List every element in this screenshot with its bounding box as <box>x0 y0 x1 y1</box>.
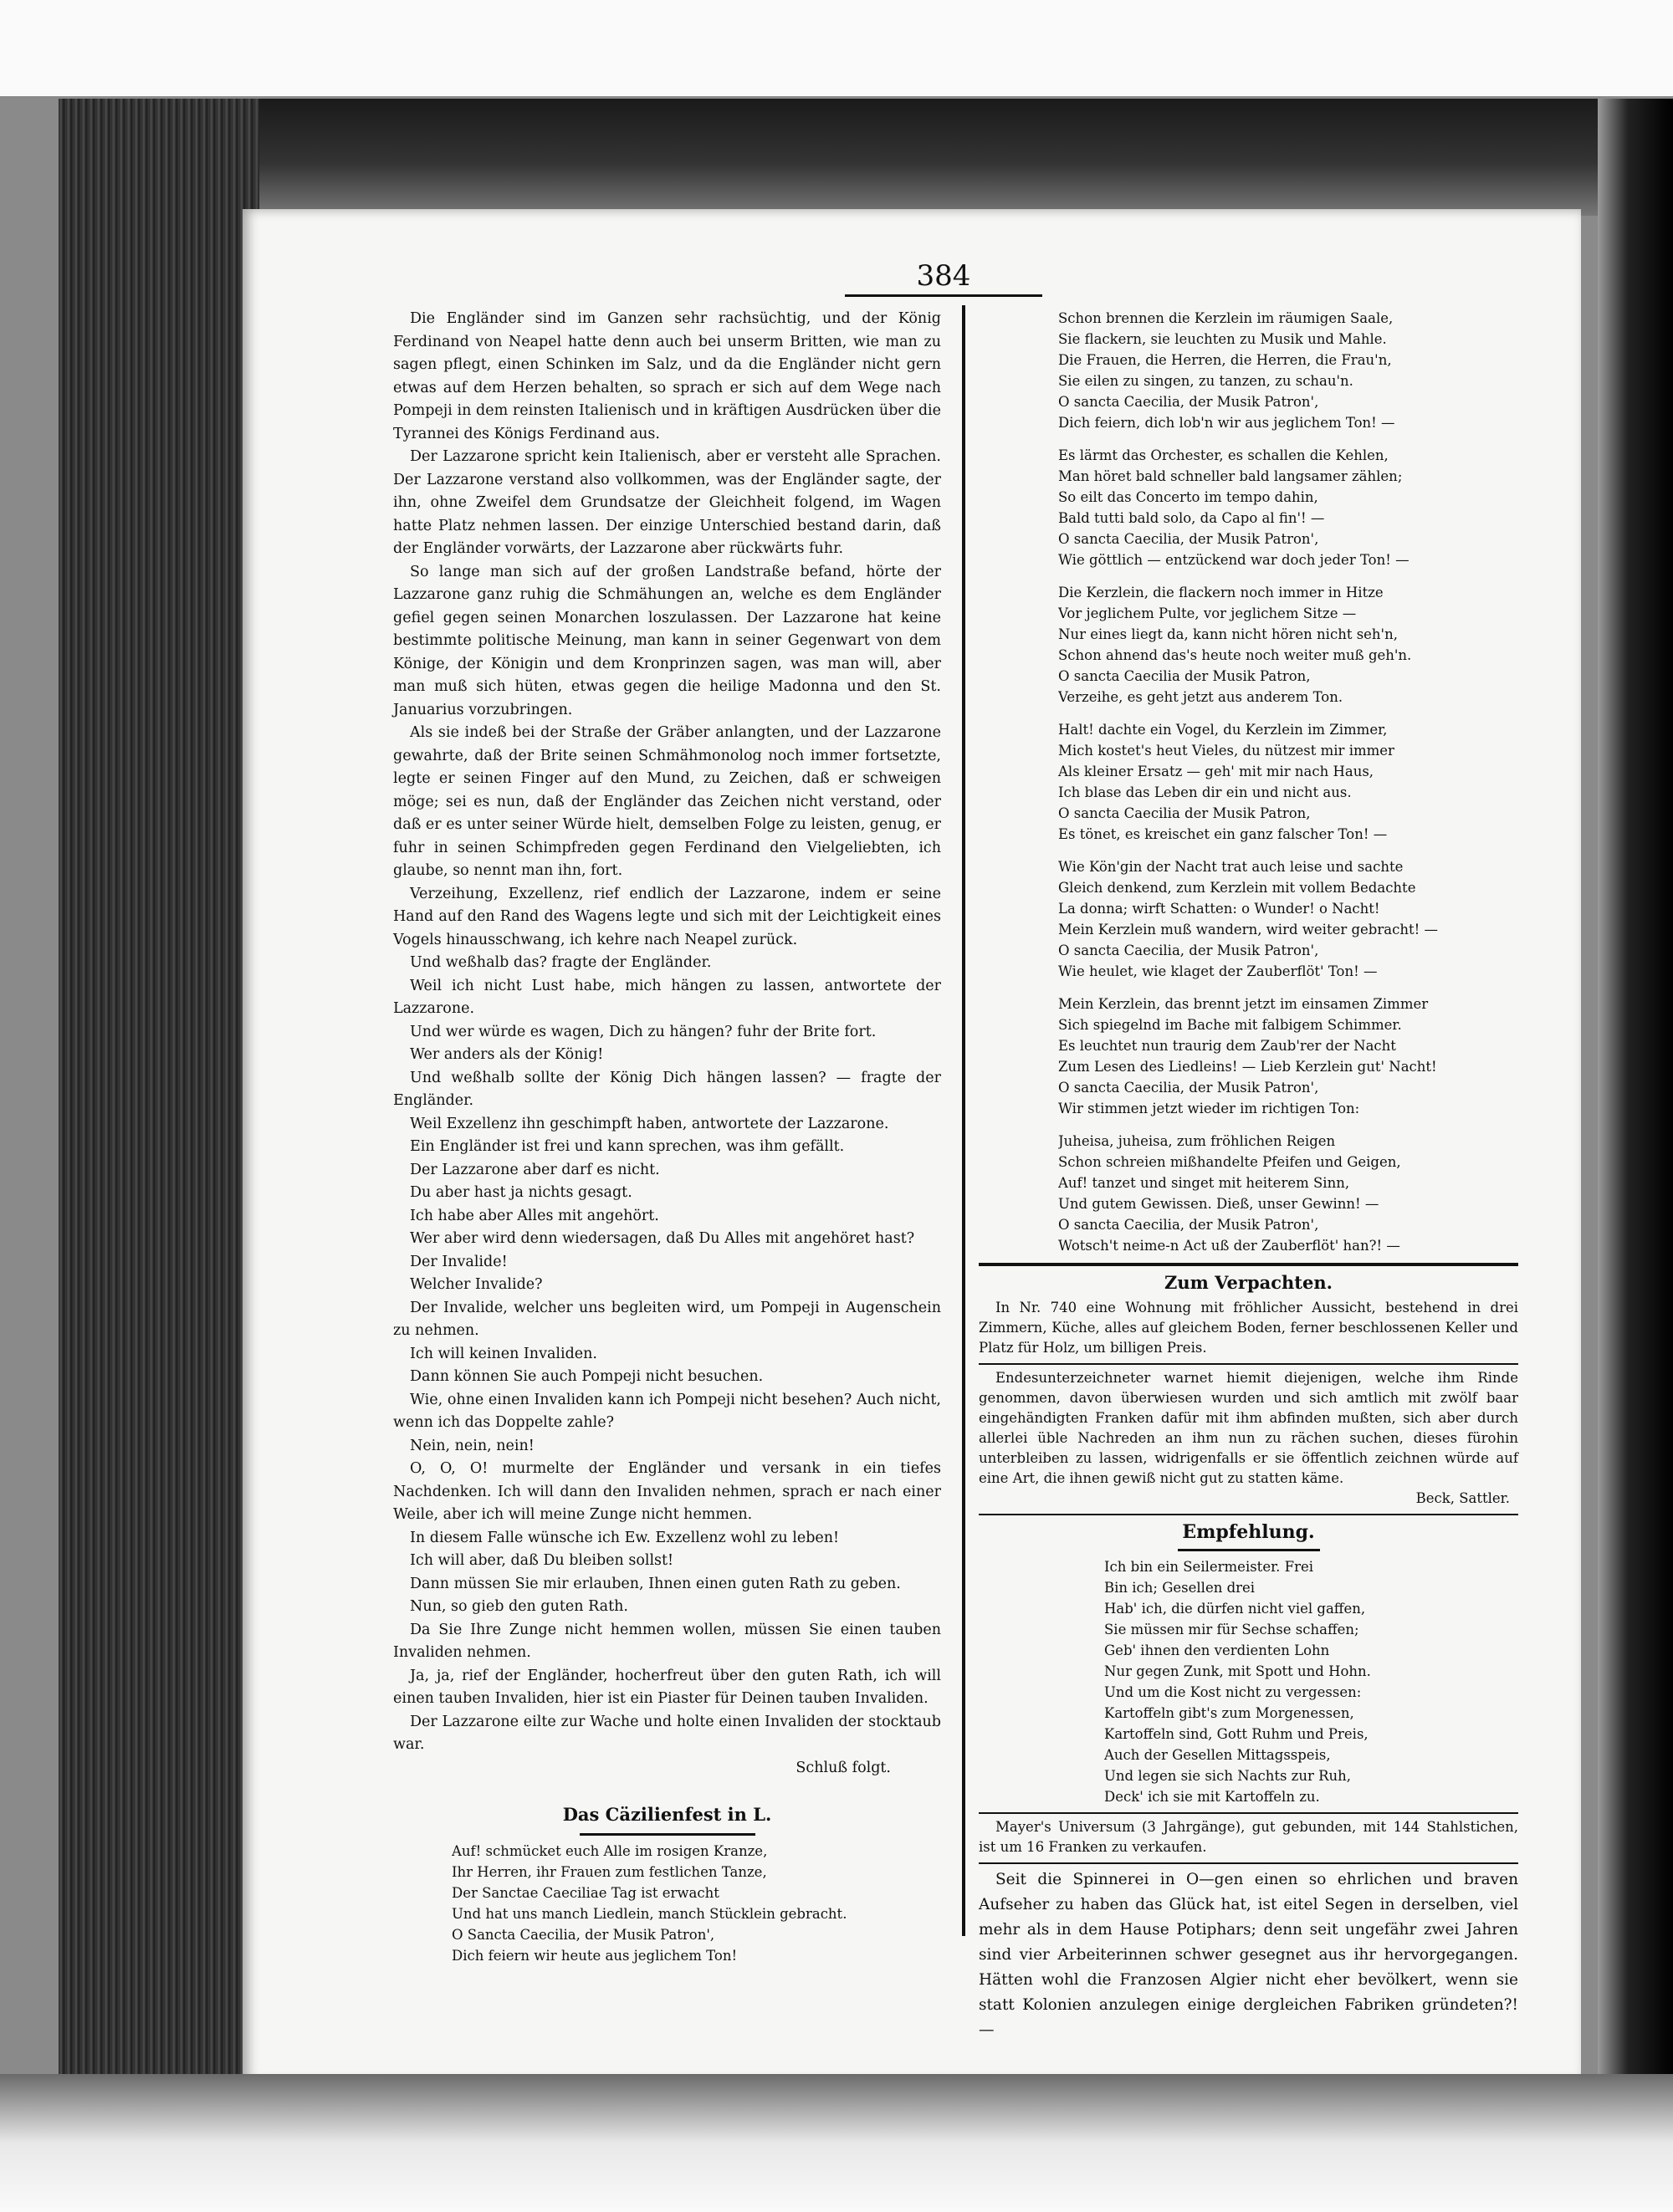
poem-line: Sich spiegelnd im Bache mit falbigem Schimmer. <box>1058 1017 1402 1033</box>
story-paragraph: Ich will aber, daß Du bleiben sollst! <box>410 1552 674 1569</box>
book-top-shadow <box>59 99 1606 216</box>
story-paragraph: Nein, nein, nein! <box>410 1437 535 1454</box>
book-right-edge <box>1598 99 1673 2206</box>
recommend-title: Empfehlung. <box>1182 1521 1315 1543</box>
story-paragraph: Verzeihung, Exzellenz, rief endlich der Lazzarone, indem er seine Hand auf den Rand des Wagens legte und sich mit der Leichtigkeit eines Vogels hinausschwang, ich kehre nach Neapel zurück. <box>393 885 941 948</box>
poem-line: Mein Kerzlein, das brennt jetzt im einsamen Zimmer <box>1058 996 1429 1012</box>
poem-line: O sancta Caecilia, der Musik Patron', <box>1058 1217 1319 1233</box>
story-paragraph: Der Invalide! <box>410 1253 508 1270</box>
poem-line: Halt! dachte ein Vogel, du Kerzlein im Zimmer, <box>1058 722 1388 738</box>
poem-title-rule <box>580 1833 755 1836</box>
poem-line: La donna; wirft Schatten: o Wunder! o Nacht! <box>1058 901 1380 917</box>
poem-line: Die Frauen, die Herren, die Herren, die Frau'n, <box>1058 352 1392 368</box>
poem-line: Mein Kerzlein muß wandern, wird weiter gebracht! — <box>1058 922 1438 937</box>
poem-line: Mich kostet's heut Vieles, du nützest mir immer <box>1058 743 1394 759</box>
poem-line: Wie heulet, wie klaget der Zauberflöt' Ton! — <box>1058 963 1378 979</box>
verse-line: Ich bin ein Seilermeister. Frei <box>1104 1559 1314 1575</box>
poem-line: Schon brennen die Kerzlein im räumigen Saale, <box>1058 310 1394 326</box>
left-column <box>393 308 941 1978</box>
story-paragraph: Ich habe aber Alles mit angehört. <box>410 1207 659 1224</box>
section-divider <box>979 1363 1518 1365</box>
poem-line: Ich blase das Leben dir ein und nicht aus. <box>1058 784 1352 800</box>
page-number-rule <box>845 294 1042 297</box>
story-paragraph: Da Sie Ihre Zunge nicht hemmen wollen, müssen Sie einen tauben Invaliden nehmen. <box>393 1621 941 1661</box>
poem-stanza-7 <box>979 1131 1518 1256</box>
continued-note: Schluß folgt. <box>796 1759 891 1776</box>
scan-top-margin <box>0 0 1673 96</box>
recommend-title-rule <box>1178 1549 1320 1551</box>
poem-line: Schon ahnend das's heute noch weiter muß geh'n. <box>1058 647 1412 663</box>
scan-bottom-margin <box>0 2074 1673 2212</box>
story-paragraph: Und wer würde es wagen, Dich zu hängen? fuhr der Brite fort. <box>410 1023 877 1040</box>
poem-line: Nur eines liegt da, kann nicht hören nicht seh'n, <box>1058 626 1398 642</box>
rent-notice: In Nr. 740 eine Wohnung mit fröhlicher Aussicht, bestehend in drei Zimmern, Küche, alles auf gleichem Boden, ferner beschlossenen Keller und Platz für Holz, um billigen Preis. <box>979 1300 1518 1356</box>
story-paragraph: O, O, O! murmelte der Engländer und versank in ein tiefes Nachdenken. Ich will dann den Invaliden nehmen, sprach er nach einer Weile, aber ich will meine Zunge nicht hemmen. <box>393 1460 941 1523</box>
sale-notice: Mayer's Universum (3 Jahrgänge), gut gebunden, mit 144 Stahlstichen, ist um 16 Franken zu verkaufen. <box>979 1819 1518 1855</box>
story-paragraph: Der Invalide, welcher uns begleiten wird, um Pompeji in Augenschein zu nehmen. <box>393 1299 941 1339</box>
poem-line: Ihr Herren, ihr Frauen zum festlichen Tanze, <box>452 1864 767 1880</box>
warning-signature: Beck, Sattler. <box>1415 1490 1510 1506</box>
story-paragraph: Wie, ohne einen Invaliden kann ich Pompeji nicht besehen? Auch nicht, wenn ich das Doppelte zahle? <box>393 1391 941 1431</box>
verse-line: Bin ich; Gesellen drei <box>1104 1580 1256 1596</box>
poem-line: Gleich denkend, zum Kerzlein mit vollem Bedachte <box>1058 880 1416 896</box>
poem-line: Vor jeglichem Pulte, vor jeglichem Sitze — <box>1058 605 1357 621</box>
story-paragraph: In diesem Falle wünsche ich Ew. Exzellenz wohl zu leben! <box>410 1529 840 1546</box>
poem-stanza-1 <box>979 308 1518 433</box>
story-paragraph: So lange man sich auf der großen Landstraße befand, hörte der Lazzarone ganz ruhig die Schmähungen an, welche es dem Engländer gefiel gegen seinen Monarchen loszulassen. Der Lazzarone hat keine bestimmte politische Meinung, man kann in seiner Gegenwart von dem Könige, der Königin und dem Kronprinzen sagen, was man will, aber man muß sich hüten, etwas gegen die heilige Madonna und den St. Januarius vorzubringen. <box>393 563 941 718</box>
section-divider <box>979 1263 1518 1266</box>
poem-line: O sancta Caecilia, der Musik Patron', <box>1058 531 1319 547</box>
story-paragraph: Dann können Sie auch Pompeji nicht besuchen. <box>410 1368 764 1385</box>
poem-line: Als kleiner Ersatz — geh' mit mir nach Haus, <box>1058 764 1374 779</box>
poem-line: Und hat uns manch Liedlein, manch Stücklein gebracht. <box>452 1906 847 1922</box>
warning-notice: Endesunterzeichneter warnet hiemit diejenigen, welche ihm Rinde genommen, davon überwiesen wurden und sich amtlich mit zwölf baar eingehändigten Franken dafür mit ihm abfinden mußten, sich aber durch allerlei üble Nachreden an ihm nun zu rächen suchen, dieses fürohin unterbleiben zu lassen, widrigenfalls er sie öffentlich zeichnen würde auf eine Art, die ihnen gewiß nicht gut zu statten käme. <box>979 1370 1518 1486</box>
poem-stanza-3 <box>979 582 1518 708</box>
verse-line: Und um die Kost nicht zu vergessen: <box>1104 1684 1362 1700</box>
verse-line: Auch der Gesellen Mittagsspeis, <box>1104 1747 1331 1763</box>
poem-line: Man höret bald schneller bald langsamer zählen; <box>1058 468 1403 484</box>
page-number: 384 <box>916 259 971 293</box>
poem-line: Wie göttlich — entzückend war doch jeder Ton! — <box>1058 552 1410 568</box>
poem-line: Zum Lesen des Liedleins! — Lieb Kerzlein gut' Nacht! <box>1058 1059 1437 1075</box>
section-divider <box>979 1812 1518 1814</box>
verse-line: Hab' ich, die dürfen nicht viel gaffen, <box>1104 1601 1366 1617</box>
section-divider <box>979 1514 1518 1515</box>
verse-line: Nur gegen Zunk, mit Spott und Hohn. <box>1104 1663 1371 1679</box>
poem-line: Die Kerzlein, die flackern noch immer in Hitze <box>1058 585 1384 600</box>
story-paragraph: Weil ich nicht Lust habe, mich hängen zu lassen, antwortete der Lazzarone. <box>393 977 941 1017</box>
poem-stanza-4 <box>979 719 1518 845</box>
poem-line: Wotsch't neime-n Act uß der Zauberflöt' han?! — <box>1058 1238 1400 1254</box>
section-divider <box>979 1862 1518 1864</box>
story-paragraph: Welcher Invalide? <box>410 1276 543 1293</box>
poem-line: Der Sanctae Caeciliae Tag ist erwacht <box>452 1885 719 1901</box>
story-paragraph: Dann müssen Sie mir erlauben, Ihnen einen guten Rath zu geben. <box>410 1575 901 1592</box>
poem-line: O sancta Caecilia, der Musik Patron', <box>1058 1080 1319 1096</box>
closing-paragraph: Seit die Spinnerei in O—gen einen so ehrlichen und braven Aufseher zu haben das Glück hat, ist eitel Segen in derselben, viel mehr als in dem Hause Potiphars; denn seit ungefähr zwei Jahren sind vier Arbeiterinnen schwer gesegnet aus ihr hervorgegangen. Hätten wohl die Franzosen Algier nicht eher bevölkert, wenn sie statt Kolonien anzulegen einige dergleichen Fabriken gründeten?! — <box>979 1871 1518 2039</box>
verse-line: Geb' ihnen den verdienten Lohn <box>1104 1642 1330 1658</box>
poem-line: Sie flackern, sie leuchten zu Musik und Mahle. <box>1058 331 1387 347</box>
poem-line: Es lärmt das Orchester, es schallen die Kehlen, <box>1058 447 1389 463</box>
verse-line: Sie müssen mir für Sechse schaffen; <box>1104 1622 1359 1637</box>
poem-line: O sancta Caecilia der Musik Patron, <box>1058 805 1311 821</box>
poem-stanza-2 <box>979 445 1518 570</box>
poem-stanza-5 <box>979 856 1518 982</box>
book-page-edges <box>59 99 259 2106</box>
poem-title: Das Cäzilienfest in L. <box>562 1804 772 1825</box>
recommend-verse <box>979 1556 1518 1807</box>
poem-line: Sie eilen zu singen, zu tanzen, zu schau'n. <box>1058 373 1353 389</box>
poem-line: O sancta Caecilia der Musik Patron, <box>1058 668 1311 684</box>
story-paragraph: Der Lazzarone aber darf es nicht. <box>410 1161 660 1178</box>
poem-line: O sancta Caecilia, der Musik Patron', <box>1058 394 1319 410</box>
story-paragraph: Ich will keinen Invaliden. <box>410 1345 597 1362</box>
poem-line: So eilt das Concerto im tempo dahin, <box>1058 489 1318 505</box>
story-paragraph: Und weßhalb sollte der König Dich hängen lassen? — fragte der Engländer. <box>393 1069 941 1109</box>
verse-line: Und legen sie sich Nachts zur Ruh, <box>1104 1768 1352 1784</box>
verse-line: Deck' ich sie mit Kartoffeln zu. <box>1104 1789 1320 1805</box>
verse-line: Kartoffeln sind, Gott Ruhm und Preis, <box>1104 1726 1369 1742</box>
poem-line: Dich feiern wir heute aus jeglichem Ton! <box>452 1948 738 1964</box>
poem-stanza-6 <box>979 994 1518 1119</box>
poem-line: Verzeihe, es geht jetzt aus anderem Ton. <box>1058 689 1343 705</box>
right-column <box>979 308 1518 2043</box>
poem-line: Auf! tanzet und singet mit heiterem Sinn, <box>1058 1175 1350 1191</box>
poem-line: O Sancta Caecilia, der Musik Patron', <box>452 1927 715 1943</box>
poem-line: Auf! schmücket euch Alle im rosigen Kranze, <box>452 1843 768 1859</box>
story-paragraph: Ein Engländer ist frei und kann sprechen, was ihm gefällt. <box>410 1138 845 1155</box>
rent-title: Zum Verpachten. <box>1164 1272 1333 1293</box>
poem-line: Bald tutti bald solo, da Capo al fin'! — <box>1058 510 1325 526</box>
story-paragraph: Der Lazzarone eilte zur Wache und holte einen Invaliden der stocktaub war. <box>393 1713 941 1753</box>
poem-line: Und gutem Gewissen. Dieß, unser Gewinn! — <box>1058 1196 1379 1212</box>
poem-line: Schon schreien mißhandelte Pfeifen und Geigen, <box>1058 1154 1401 1170</box>
poem-opening-stanza <box>393 1841 941 1966</box>
poem-line: Wie Kön'gin der Nacht trat auch leise und sachte <box>1058 859 1404 875</box>
column-divider <box>962 305 965 1936</box>
story-paragraph: Nun, so gieb den guten Rath. <box>410 1598 628 1615</box>
story-paragraph: Du aber hast ja nichts gesagt. <box>410 1184 632 1201</box>
poem-line: Dich feiern, dich lob'n wir aus jeglichem Ton! — <box>1058 415 1395 431</box>
story-paragraph: Als sie indeß bei der Straße der Gräber anlangten, und der Lazzarone gewahrte, daß der Brite seinen Schmähmonolog noch immer fortsetzte, legte er seinen Finger auf den Mund, zu Zeichen, daß er schweigen möge; sei es nun, daß der Engländer das Zeichen nicht verstand, oder daß er es unter seiner Würde hielt, demselben Folge zu leisten, genug, er fuhr in seinen Schimpfreden gegen Ferdinand den Vielgeliebten, ich glaube, so nennt man ihn, fort. <box>393 724 941 879</box>
verse-line: Kartoffeln gibt's zum Morgenessen, <box>1104 1705 1354 1721</box>
poem-line: Wir stimmen jetzt wieder im richtigen Ton: <box>1058 1101 1360 1116</box>
poem-line: Juheisa, juheisa, zum fröhlichen Reigen <box>1058 1133 1336 1149</box>
story-paragraph: Weil Exzellenz ihn geschimpft haben, antwortete der Lazzarone. <box>410 1115 889 1132</box>
story-paragraph: Und weßhalb das? fragte der Engländer. <box>410 954 712 971</box>
story-paragraph: Wer aber wird denn wiedersagen, daß Du Alles mit angehöret hast? <box>410 1230 915 1247</box>
story-paragraph: Ja, ja, rief der Engländer, hocherfreut über den guten Rath, ich will einen tauben Invaliden, hier ist ein Piaster für Deinen tauben Invaliden. <box>393 1667 941 1707</box>
story-paragraph: Der Lazzarone spricht kein Italienisch, aber er versteht alle Sprachen. Der Lazzarone verstand also vollkommen, was der Engländer sagte, der ihn, ohne Zweifel dem Grundsatze der Gleichheit folgend, im Wagen hatte Platz nehmen lassen. Der einzige Unterschied bestand darin, daß der Engländer vorwärts, der Lazzarone aber rückwärts fuhr. <box>393 448 941 557</box>
story-paragraph: Die Engländer sind im Ganzen sehr rachsüchtig, und der König Ferdinand von Neapel hatte denn auch bei unserm Britten, wie man zu sagen pflegt, einen Schinken im Salz, und da die Engländer nicht gern etwas auf dem Herzen behalten, so sprach er sich auf dem Wege nach Pompeji in dem reinsten Italienisch und in kräftigen Ausdrücken über die Tyrannei des Königs Ferdinand aus. <box>393 310 941 442</box>
poem-line: Es leuchtet nun traurig dem Zaub'rer der Nacht <box>1058 1038 1396 1054</box>
poem-line: Es tönet, es kreischet ein ganz falscher Ton! — <box>1058 826 1388 842</box>
poem-line: O sancta Caecilia, der Musik Patron', <box>1058 943 1319 958</box>
story-paragraph: Wer anders als der König! <box>410 1046 604 1063</box>
